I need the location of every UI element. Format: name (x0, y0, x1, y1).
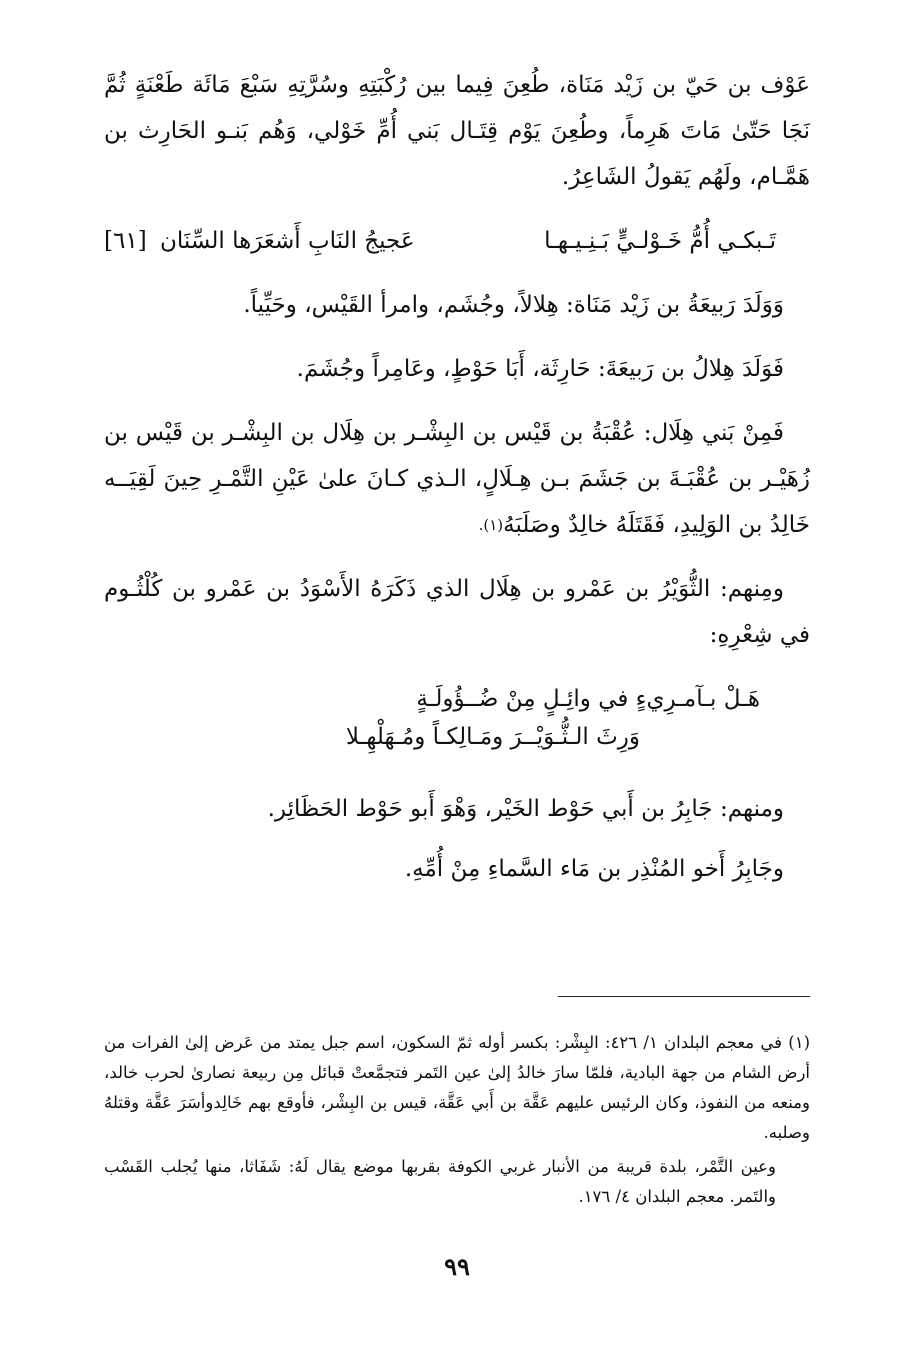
verse-2-line-2: وَرِثَ الـثُّـوَيْــرَ ومَـالِكـاً ومُـهَلْهِـلا (345, 724, 640, 750)
paragraph-2: وَوَلَدَ رَبيعَةُ بن زَيْد مَنَاة: هِلالاً، وجُشَم، وامرأ القَيْس، وحَيِّياً. (243, 292, 784, 318)
paragraph-3: فَوَلَدَ هِلالُ بن رَبيعَةَ: حَارِثَة، أَبَا حَوْطٍ، وعَامِراً وجُشَمَ. (296, 356, 784, 382)
paragraph-7: وجَابِرُ أَخو المُنْذِر بن مَاء السَّماءِ مِنْ أُمِّهِ. (404, 856, 784, 882)
footnotes (104, 1028, 810, 1212)
paragraph-6: ومنهم: جَابِرُ بن أَبي حَوْط الخَيْر، وَهْوَ أَبو حَوْط الحَظَائِر. (267, 796, 784, 822)
verse-1-first-hemistich: تَـبكـي أُمُّ خَـوْلـيٍّ بَـنِـيـهـا (544, 228, 776, 254)
verse-number: [٦١] (104, 228, 147, 254)
paragraph-4 (104, 410, 810, 548)
verse-1 (104, 218, 810, 264)
verse-2 (104, 676, 810, 768)
main-text (104, 62, 810, 892)
paragraph-5: ومِنهم: الثُّوَيْرُ بن عَمْرو بن هِلَال الذي ذَكَرَهُ الأَسْوَدُ بن عَمْرو بن كُلْثُـوم في شِعْرِهِ: (104, 576, 810, 648)
footnote-1: (١) في معجم البلدان ١/ ٤٢٦: البِشْر: بكسر أوله ثمّ السكون، اسم جبل يمتد من عَرض إلىٰ الفرات من أرض الشام من جهة البادية، فلمّا سارَ خالدُ إلىٰ عين التَمر فتجمَّعتْ قبائل مِن ربيعة نصارىٰ لحرب خالد، ومنعه من النفوذ، وكان الرئيس عليهم عَقَّة بن أَبي عَقَّة، قيس بن البِشْر، فأوقع بهم خَالِدوأسَرَ عَقَّة وقتلهُ وصلبه. (104, 1033, 810, 1142)
verse-2-line-1: هَـلْ بـآمـرِيءٍ في وائِـلٍ مِنْ ضُــؤُولَـةٍ (416, 686, 760, 712)
paragraph-4-text: فَمِنْ بَني هِلَال: عُقْبَةُ بن قَيْس بن البِشْـر بن هِلَال بن البِشْـر بن قَيْس بن زُهَيْـر بن عُقْبَـةَ بن جَشَمَ بـن هِـلَالٍ، الـذي كـانَ علىٰ عَيْنِ التَّمْـرِ حِينَ لَقِيَــه خَالِدُ بن الوَلِيدِ، فَقَتَلَهُ خالِدٌ وصَلَبَهُ (104, 420, 810, 538)
paragraph-1: عَوْف بن حَيّ بن زَيْد مَنَاة، طُعِنَ فِيما بين رُكْبَتِهِ وسُرَّتِهِ سَبْعَ مَائَة طَعْنَةٍ ثُمَّ نَجَا حَتّىٰ مَاتَ هَرِماً، وطُعِنَ يَوْم قِتَـال بَني أُمِّ خَوْلي، وَهُم بَنـو الحَارِث بن هَمَّـام، ولَهُم يَقولُ الشَاعِرُ. (104, 72, 810, 190)
footnote-1-continuation: وعين التَّمْر، بلدة قريبة من الأنبار غربي الكوفة بقربها موضع يقال لَهُ: شَفَاثا، منها يُجلب القَسْب والتَمر. معجم البلدان ٤/ ١٧٦. (104, 1157, 776, 1206)
footnote-divider (558, 996, 810, 997)
footnote-ref: (١). (478, 516, 504, 534)
verse-1-second-hemistich (104, 218, 415, 264)
page-number: ٩٩ (444, 1252, 470, 1281)
verse-1-second-text: عَجيجُ النَابِ أَشعَرَها السِّنَان (160, 228, 415, 254)
